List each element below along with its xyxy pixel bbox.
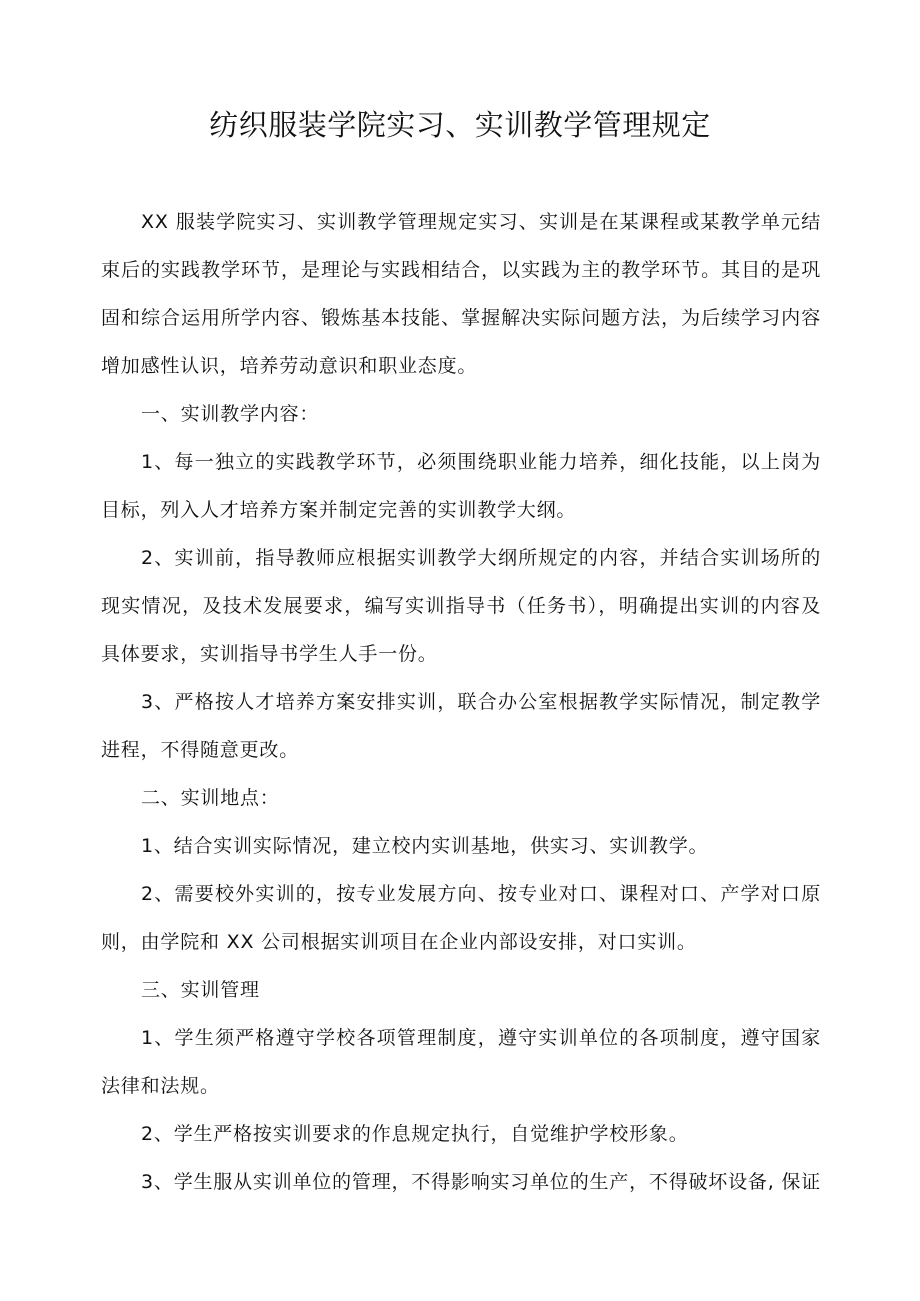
paragraph-item: 1、结合实训实际情况，建立校内实训基地，供实习、实训教学。: [141, 835, 709, 857]
intro-paragraph: XX 服装学院实习、实训教学管理规定实习、实训是在某课程或某教学单元结束后的实践教学环节，是理论与实践相结合，以实践为主的教学环节。其目的是巩固和综合运用所学内容、锻炼基本技能、掌握解决实际问题方法，为后续学习内容增加感性认识，培养劳动意识和职业态度。: [101, 211, 821, 377]
section-heading-location: 二、实训地点：: [141, 787, 280, 809]
document-title: 纺织服装学院实习、实训教学管理规定: [209, 108, 711, 142]
paragraph-item: 2、实训前，指导教师应根据实训教学大纲所规定的内容，并结合实训场所的现实情况，及技术发展要求，编写实训指导书（任务书），明确提出实训的内容及具体要求，实训指导书学生人手一份。: [101, 547, 821, 665]
paragraph-item: 3、学生服从实训单位的管理，不得影响实习单位的生产，不得破坏设备, 保证: [141, 1171, 821, 1193]
paragraph-item: 3、严格按人才培养方案安排实训，联合办公室根据教学实际情况，制定教学进程，不得随意更改。: [101, 691, 821, 761]
paragraph-item: 2、学生严格按实训要求的作息规定执行，自觉维护学校形象。: [141, 1123, 689, 1145]
section-heading-management: 三、实训管理: [141, 979, 260, 1001]
paragraph-item: 1、学生须严格遵守学校各项管理制度，遵守实训单位的各项制度，遵守国家法律和法规。: [101, 1027, 821, 1097]
paragraph-item: 1、每一独立的实践教学环节，必须围绕职业能力培养，细化技能，以上岗为目标，列入人才培养方案并制定完善的实训教学大纲。: [101, 451, 821, 521]
document-body: [101, 198, 821, 1206]
section-heading-teaching-content: 一、实训教学内容：: [141, 403, 320, 425]
paragraph-item: 2、需要校外实训的，按专业发展方向、按专业对口、课程对口、产学对口原则，由学院和 XX 公司根据实训项目在企业内部设安排，对口实训。: [101, 883, 821, 953]
